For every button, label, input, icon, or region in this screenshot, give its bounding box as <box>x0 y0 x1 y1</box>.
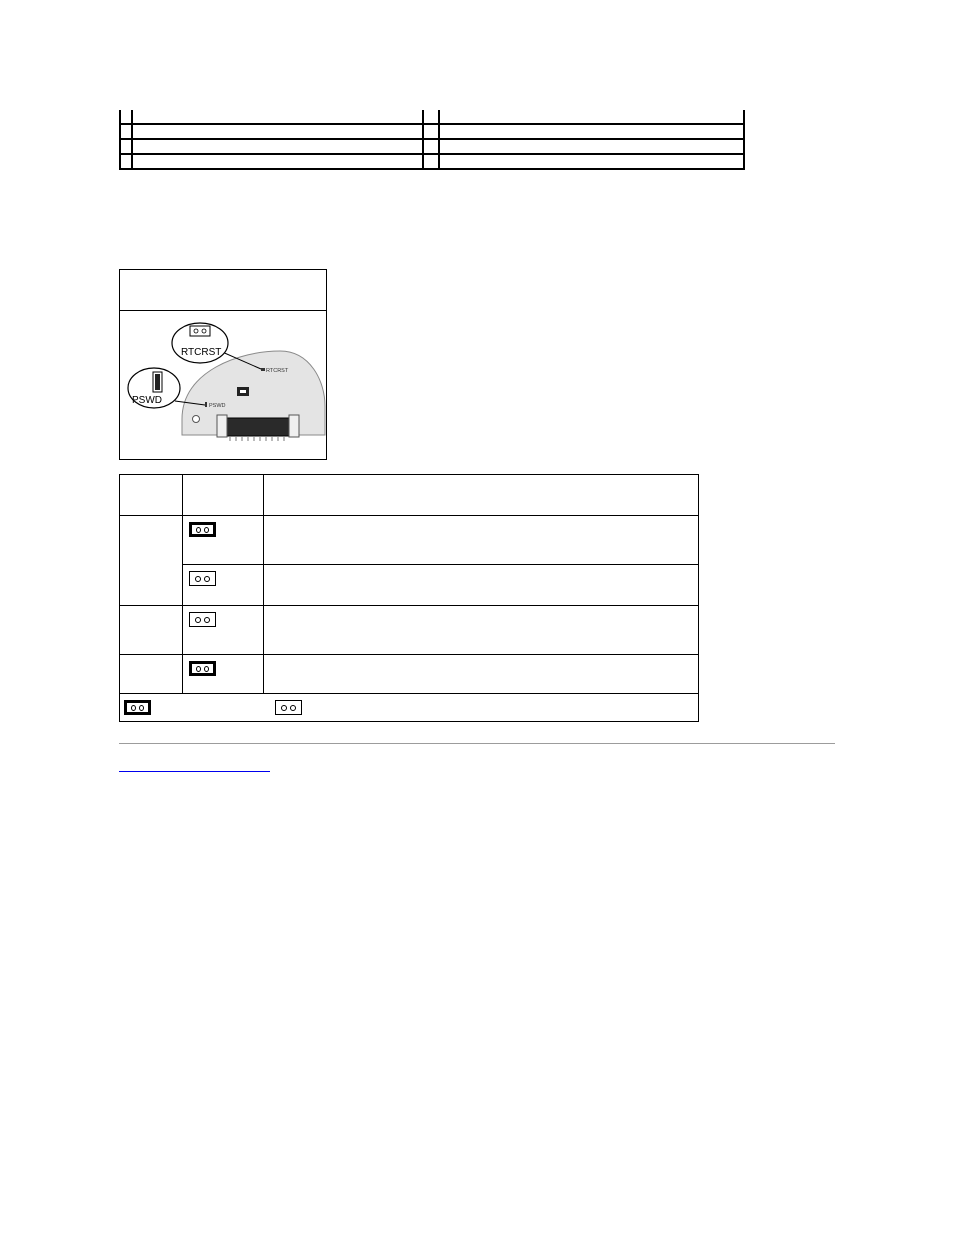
table-cell <box>439 110 744 124</box>
rtcrst-callout-label: RTCRST <box>181 347 222 358</box>
pswd-callout-label: PSWD <box>132 395 162 406</box>
table-header-row <box>120 475 699 516</box>
table-cell <box>439 154 744 169</box>
description-cell <box>264 655 699 694</box>
top-table <box>119 110 745 170</box>
pin-icon <box>202 329 206 333</box>
header-cell-jumper <box>120 475 183 516</box>
jumper-name-cell <box>120 655 183 694</box>
table-row <box>120 154 744 169</box>
table-cell <box>132 124 423 139</box>
pin-icon <box>194 329 198 333</box>
rtcrst-jumper-icon <box>190 326 210 336</box>
connector-bracket-right <box>289 415 299 437</box>
setting-cell <box>183 565 264 606</box>
table-row <box>120 516 699 565</box>
jumpered-icon <box>189 522 216 537</box>
horizontal-rule <box>119 743 835 744</box>
connector-pins <box>230 437 284 441</box>
rtcrst-board-label: RTCRST <box>266 368 289 374</box>
chip-notch <box>240 390 246 393</box>
table-cell <box>132 110 423 124</box>
table-cell <box>439 139 744 154</box>
table-row <box>120 565 699 606</box>
unjumpered-icon <box>189 571 216 586</box>
table-row <box>120 606 699 655</box>
jumper-name-cell <box>120 516 183 606</box>
jumper-name-cell <box>120 606 183 655</box>
table-cell <box>439 124 744 139</box>
setting-cell <box>183 655 264 694</box>
unjumpered-icon <box>189 612 216 627</box>
legend-row <box>120 694 699 722</box>
table-cell <box>120 139 132 154</box>
table-row <box>120 655 699 694</box>
pswd-jumper-cap <box>155 374 160 390</box>
jumpered-icon <box>189 661 216 676</box>
table-cell <box>423 154 439 169</box>
system-board-diagram <box>120 311 326 459</box>
pswd-board-jumper-icon <box>205 402 207 407</box>
setting-cell <box>183 516 264 565</box>
connector-bracket-left <box>217 415 227 437</box>
header-cell-setting <box>183 475 264 516</box>
jumper-settings-table <box>119 474 699 722</box>
header-cell-description <box>264 475 699 516</box>
mounting-hole-icon <box>193 416 200 423</box>
table-cell <box>423 139 439 154</box>
description-cell <box>264 516 699 565</box>
unjumpered-legend-icon <box>275 700 302 715</box>
figure-caption-cell <box>120 270 326 311</box>
connector-icon <box>223 418 293 436</box>
table-cell <box>120 110 132 124</box>
table-cell <box>120 154 132 169</box>
jumper-location-figure <box>119 269 327 460</box>
back-to-contents-link[interactable] <box>119 759 270 772</box>
table-cell <box>132 154 423 169</box>
description-cell <box>264 565 699 606</box>
legend-cell <box>120 694 699 722</box>
pswd-board-label: PSWD <box>209 403 226 409</box>
rtcrst-board-jumper-icon <box>261 368 265 371</box>
table-row <box>120 124 744 139</box>
table-cell <box>423 124 439 139</box>
table-row <box>120 110 744 124</box>
jumpered-legend-icon <box>124 700 151 715</box>
table-cell <box>132 139 423 154</box>
table-row <box>120 139 744 154</box>
setting-cell <box>183 606 264 655</box>
table-cell <box>120 124 132 139</box>
table-cell <box>423 110 439 124</box>
description-cell <box>264 606 699 655</box>
